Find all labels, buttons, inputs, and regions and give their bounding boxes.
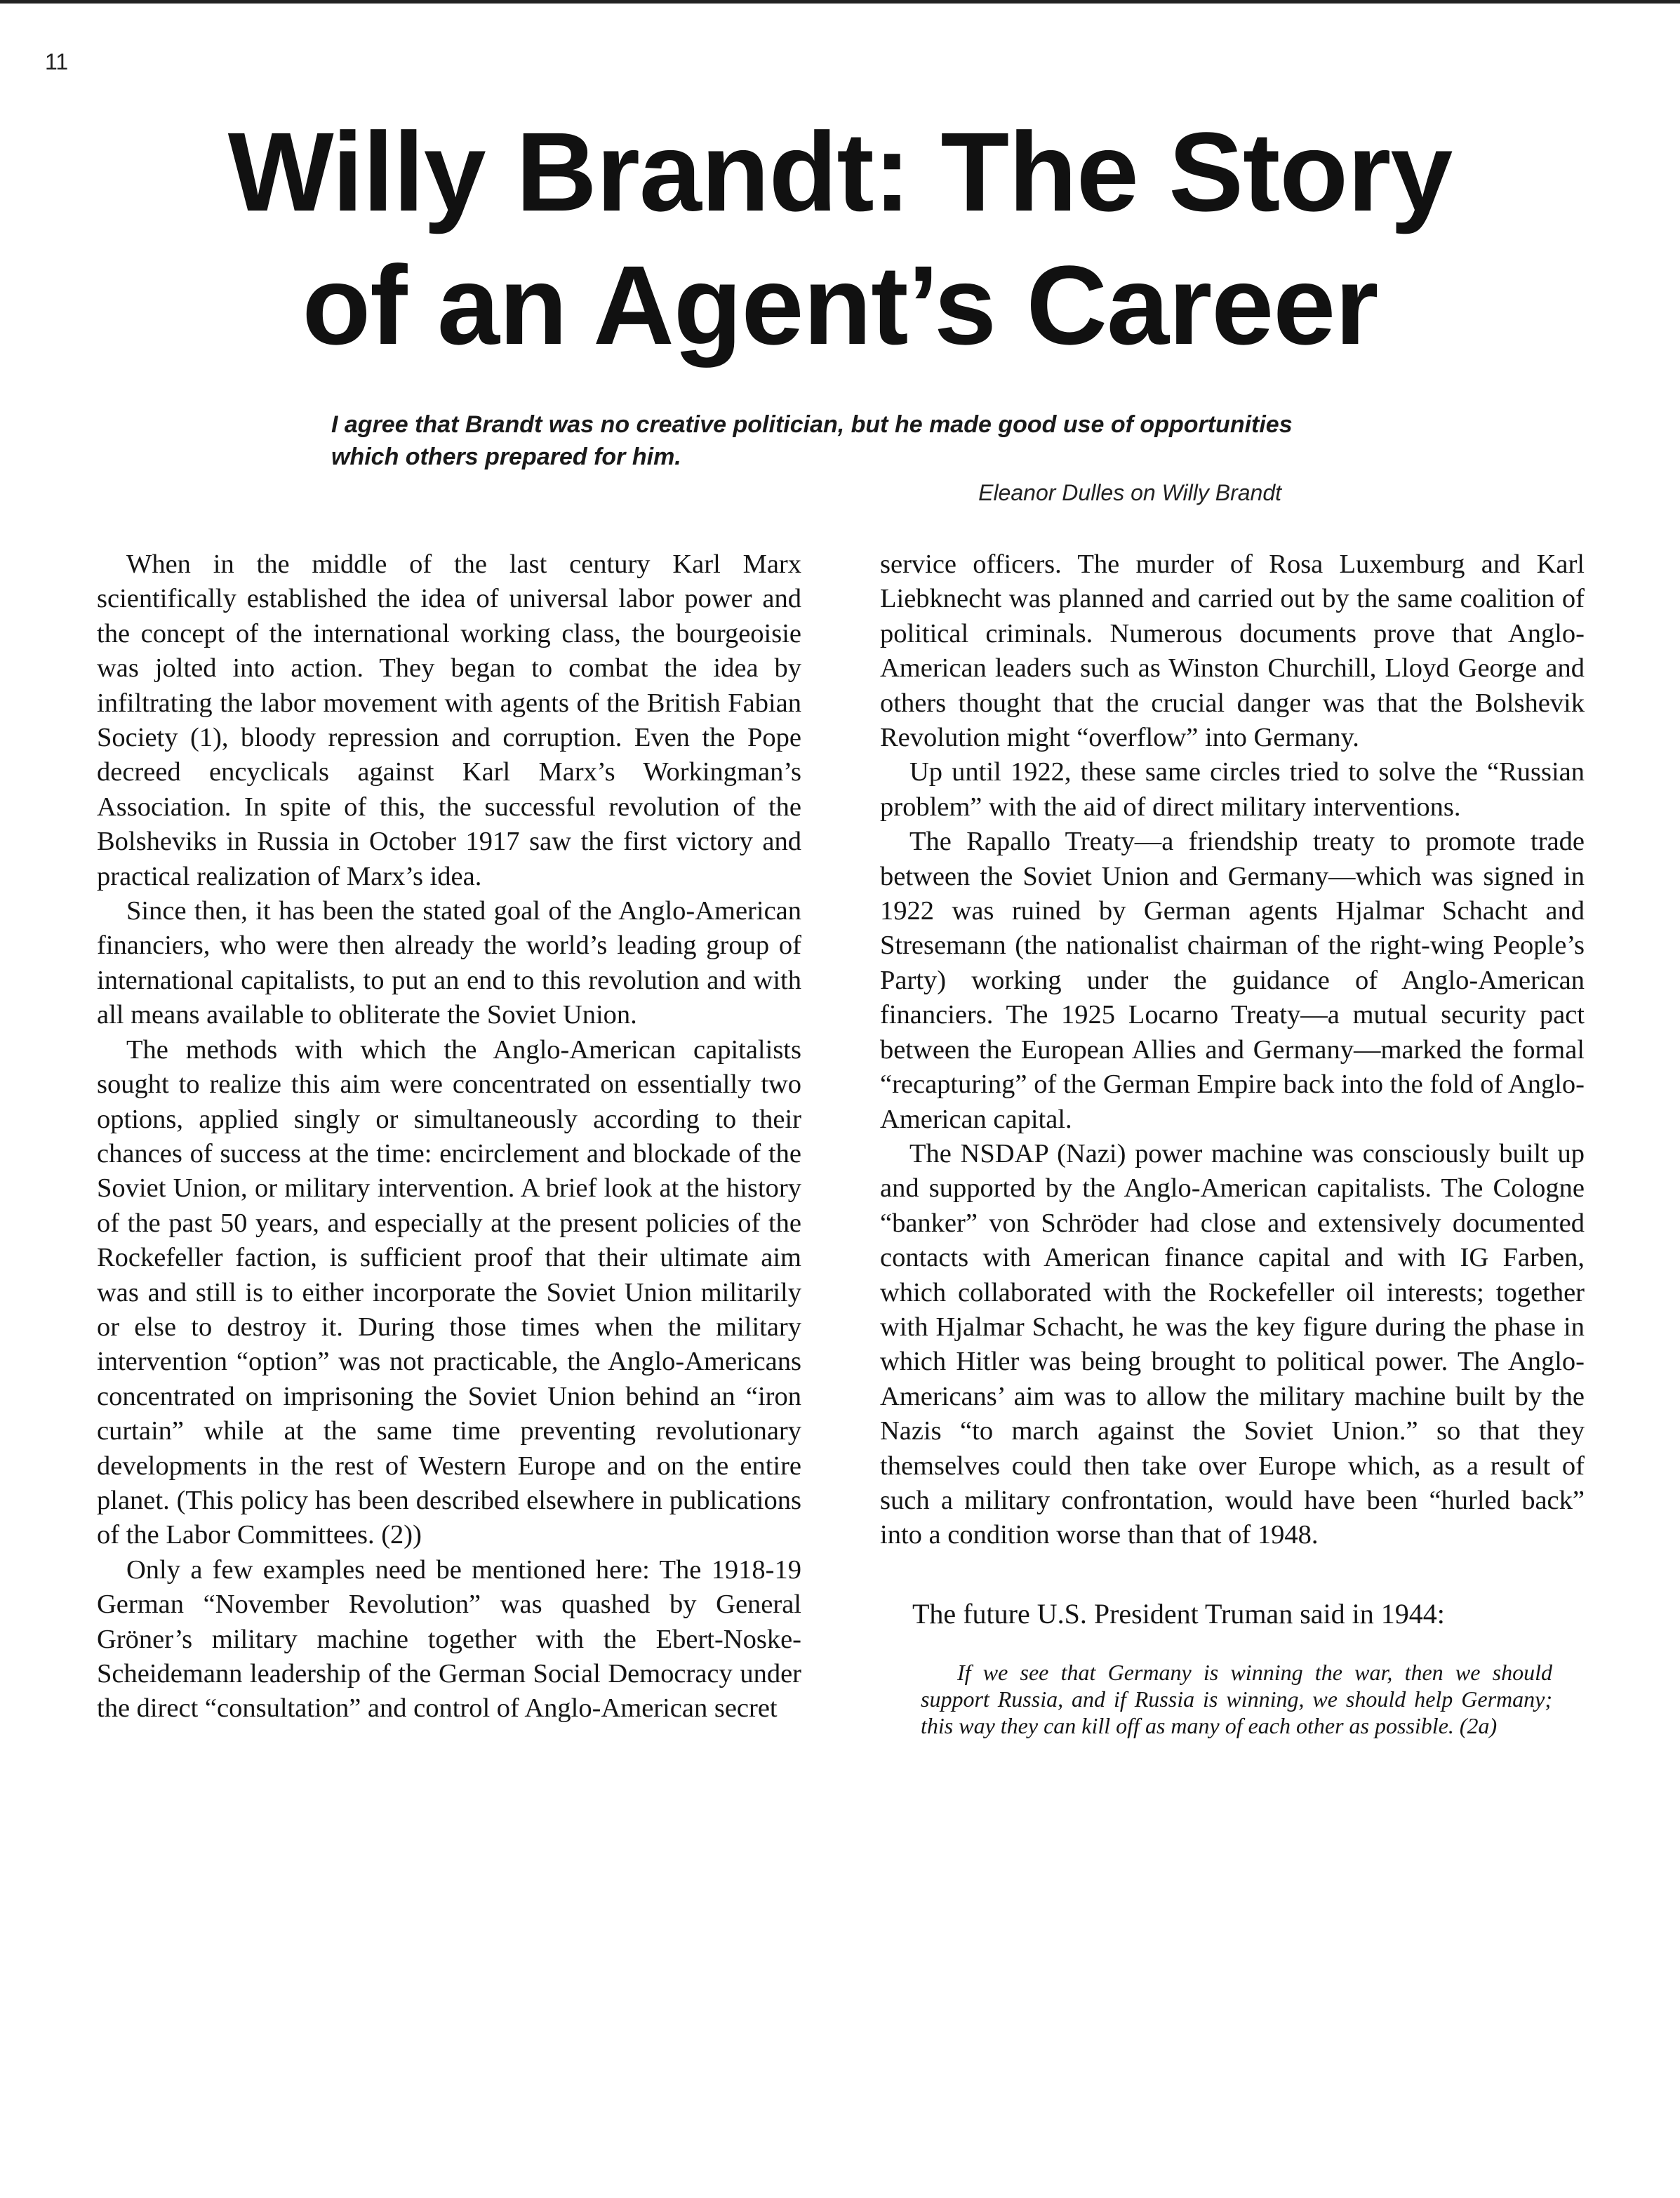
title-line-1: Willy Brandt: The Story [227,109,1453,234]
paragraph: Up until 1922, these same circles tried to solve the “Russian problem” with the aid of direct military interventions. [880,757,1585,822]
left-column [97,547,801,1726]
quote-intro: The future U.S. President Truman said in 1944: [912,1597,1445,1630]
paragraph: Since then, it has been the stated goal of the Anglo-American financiers, who were then already the world’s leading group of international capitalists, to put an end to this revolution and with all means available to obliterate the Soviet Union. [97,896,801,1030]
paragraph: service officers. The murder of Rosa Luxemburg and Karl Liebknecht was planned and carried out by the same coalition of political criminals. Numerous documents prove that Anglo-American leaders such as Winston Churchill, Lloyd George and others thought that the crucial danger was that the Bolshevik Revolution might “overflow” into Germany. [880,550,1585,753]
paragraph: The NSDAP (Nazi) power machine was consciously built up and supported by the Anglo-American capitalists. The Cologne “banker” von Schröder had close and extensively documented contacts with American finance capital and with IG Farben, which collaborated with the Rockefeller oil interests; together with Hjalmar Schacht, he was the key figure during the phase in which Hitler was being brought to political power. The Anglo-Americans’ aim was to allow the military machine built by the Nazis “to march against the Soviet Union.” so that they themselves could then take over Europe which, as a result of such a military confrontation, would have been “hurled back” into a condition worse than that of 1948. [880,1138,1585,1550]
paragraph: When in the middle of the last century Karl Marx scientifically established the idea of universal labor power and the concept of the international working class, the bourgeoisie was jolted into action. They began to combat the idea by infiltrating the labor movement with agents of the British Fabian Society (1), bloody repression and corruption. Even the Pope decreed encyclicals against Karl Marx’s Workingman’s Association. In spite of this, the successful revolution of the Bolsheviks in Russia in October 1917 saw the first victory and practical realization of Marx’s idea. [97,550,801,891]
paragraph: Only a few examples need be mentioned here: The 1918-19 German “November Revolution” was quashed by General Gröner’s military machine together with the Ebert-Noske-Scheidemann leadership of the German Social Democracy under the direct “consultation” and control of Anglo-American secret [97,1554,801,1724]
top-rule [0,0,1680,4]
title-line-2: of an Agent’s Career [302,242,1378,368]
block-quote: If we see that Germany is winning the war, then we should support Russia, and if Russia is winning, we should help Germany; this way they can kill off as many of each other as possible. (2a) [921,1660,1552,1739]
article-title [0,105,1680,372]
epigraph-attribution: Eleanor Dulles on Willy Brandt [978,480,1281,505]
paragraph: The methods with which the Anglo-American capitalists sought to realize this aim were concentrated on essentially two options, applied singly or simultaneously according to their chances of success at the time: encirclement and blockade of the Soviet Union, or military intervention. A brief look at the history of the past 50 years, and especially at the present policies of the Rockefeller faction, is sufficient proof that their ultimate aim was and still is to either incorporate the Soviet Union militarily or else to destroy it. During those times when the military intervention “option” was not practicable, the Anglo-Americans concentrated on imprisoning the Soviet Union behind an “iron curtain” while at the same time preventing revolutionary developments in the rest of Western Europe and on the entire planet. (This policy has been described elsewhere in publications of the Labor Committees. (2)) [97,1034,801,1550]
epigraph: I agree that Brandt was no creative politician, but he made good use of opportunities which others prepared for him. [331,411,1293,470]
page-number: 11 [45,49,69,74]
right-column [880,547,1585,1739]
paragraph: The Rapallo Treaty—a friendship treaty to promote trade between the Soviet Union and Germany—which was signed in 1922 was ruined by German agents Hjalmar Schacht and Stresemann (the nationalist chairman of the right-wing People’s Party) working under the guidance of Anglo-American financiers. The 1925 Locarno Treaty—a mutual security pact between the European Allies and Germany—marked the formal “recapturing” of the German Empire back into the fold of Anglo-American capital. [880,827,1585,1134]
